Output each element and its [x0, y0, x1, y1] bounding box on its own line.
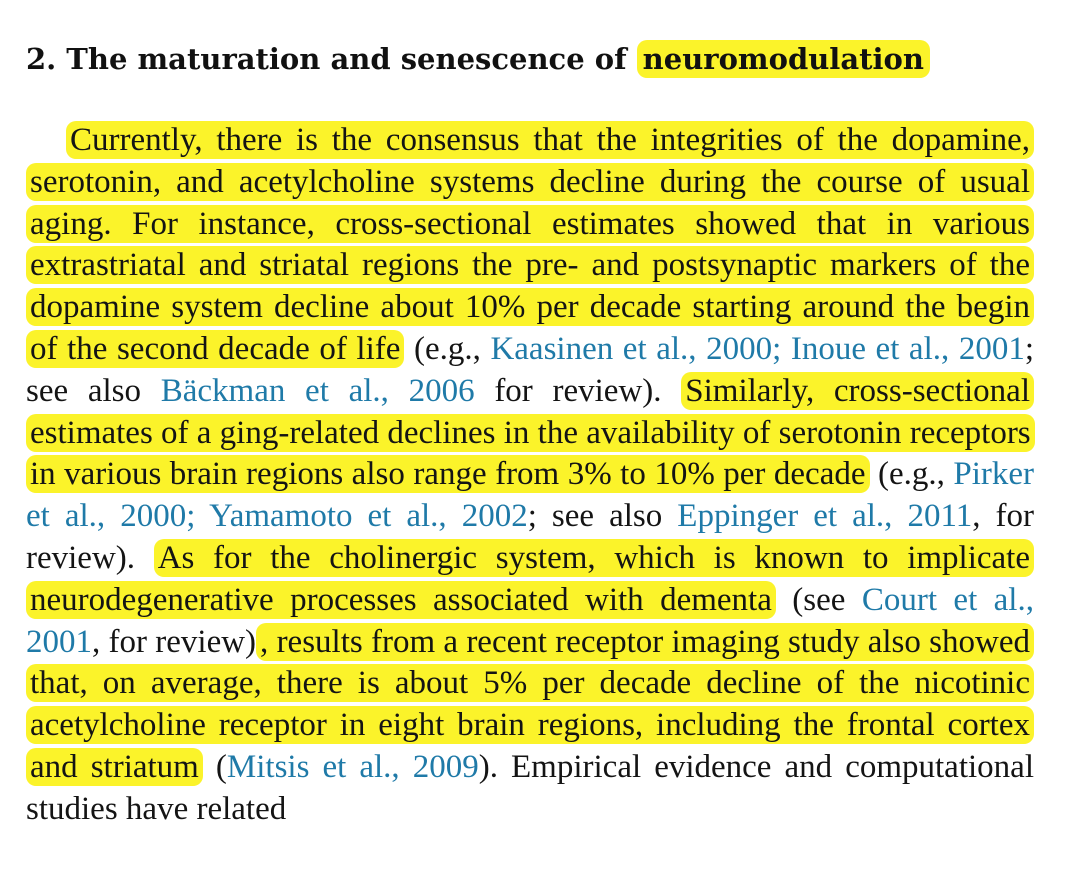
text-segment: (e.g.,: [869, 456, 954, 493]
text-segment: ). Empirical evidence and computational studies have related: [26, 748, 1034, 827]
highlight-sentence-serotonin: Similarly, cross-sectional estimates of a ging-related declines in the availability of serotonin receptors in various brain regions also range from 3% to 10% per decade: [26, 372, 1035, 494]
text-segment: , for review): [92, 623, 257, 660]
text-segment: ; see also: [26, 330, 1034, 409]
text-segment: (e.g.,: [404, 330, 491, 367]
highlight-sentence-cholinergic: As for the cholinergic system, which is known to implicate neurodegenerative processes associated with dementa: [26, 539, 1034, 619]
text-segment: , for review).: [26, 498, 1035, 576]
section-heading: [26, 38, 1046, 80]
text-segment: for review).: [474, 372, 682, 409]
citation-link-eppinger[interactable]: Eppinger et al., 2011: [677, 498, 973, 535]
citation-link-court[interactable]: Court et al., 2001: [26, 581, 1034, 660]
highlight-sentence-receptor-imaging: , results from a recent receptor imaging study also showed that, on average, there is about 5% per decade decline of the nicotinic acetylcholine receptor in eight brain regions, including the frontal cortex and striatum: [26, 623, 1034, 786]
citation-link-mitsis[interactable]: Mitsis et al., 2009: [226, 748, 479, 785]
body-paragraph: [26, 120, 1034, 831]
text-segment: (see: [775, 581, 862, 618]
text-segment: (: [202, 748, 227, 785]
highlight-sentence-dopamine: Currently, there is the consensus that the integrities of the dopamine, serotonin, and acetylcholine systems decline during the course of usual aging. For instance, cross-sectional estimates showed that in various extrastriatal and striatal regions the pre- and postsynaptic markers of the dopamine system decline about 10% per decade starting around the begin of the second decade of life: [26, 121, 1034, 368]
section-number: 2.: [26, 42, 57, 76]
text-segment: ; see also: [527, 498, 678, 535]
citation-link-pirker-yamamoto[interactable]: Pirker et al., 2000; Yamamoto et al., 2002: [26, 456, 1034, 535]
citation-link-kaasinen-inoue[interactable]: Kaasinen et al., 2000; Inoue et al., 2001: [490, 330, 1025, 367]
citation-link-backman[interactable]: Bäckman et al., 2006: [160, 372, 475, 409]
highlighted-title-word: neuromodulation: [637, 40, 930, 78]
section-title: The maturation and senescence of: [66, 42, 627, 76]
